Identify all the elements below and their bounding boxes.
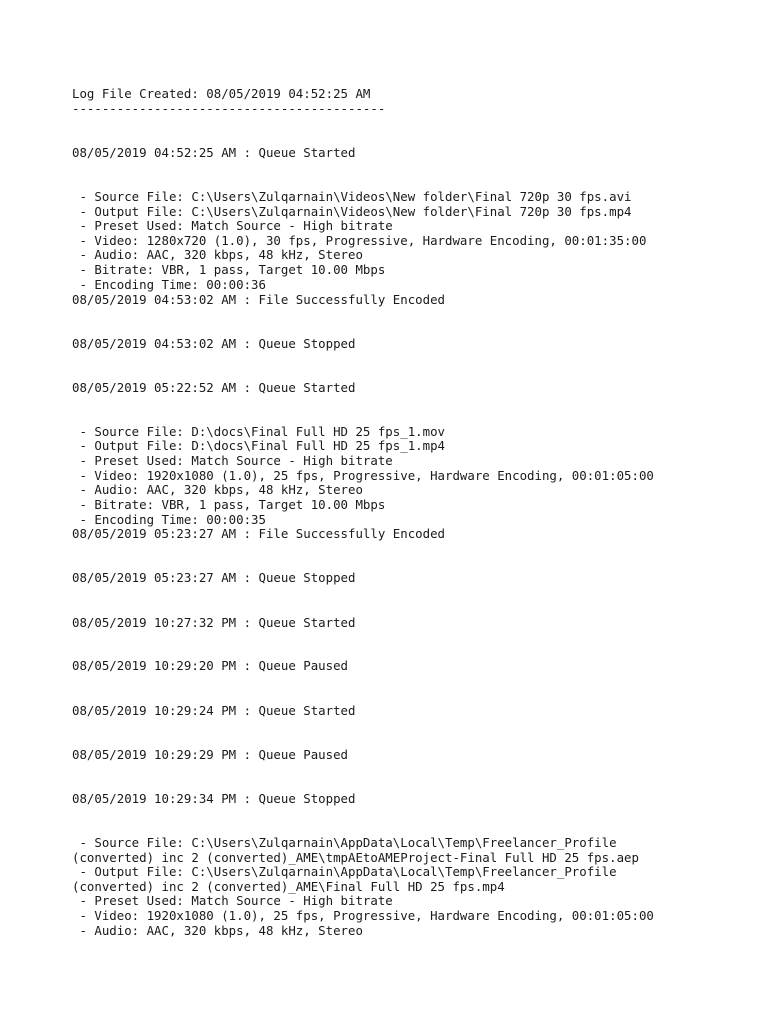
log-line: (converted) inc 2 (converted)_AME\Final Full HD 25 fps.mp4 [72,879,505,894]
log-line: 08/05/2019 04:53:02 AM : Queue Stopped [72,336,356,351]
log-line: 08/05/2019 05:23:27 AM : File Successfully Encoded [72,526,445,541]
log-line: - Encoding Time: 00:00:36 [72,277,266,292]
log-line: 08/05/2019 10:29:34 PM : Queue Stopped [72,791,356,806]
log-line: - Preset Used: Match Source - High bitrate [72,893,393,908]
log-line: - Video: 1280x720 (1.0), 30 fps, Progressive, Hardware Encoding, 00:01:35:00 [72,233,647,248]
log-line: - Preset Used: Match Source - High bitrate [72,453,393,468]
log-line: 08/05/2019 10:29:20 PM : Queue Paused [72,658,349,673]
log-line: 08/05/2019 05:22:52 AM : Queue Started [72,380,356,395]
log-line: - Output File: D:\docs\Final Full HD 25 fps_1.mp4 [72,438,445,453]
log-line: 08/05/2019 04:53:02 AM : File Successfully Encoded [72,292,445,307]
log-line: 08/05/2019 10:29:29 PM : Queue Paused [72,747,349,762]
log-line: - Video: 1920x1080 (1.0), 25 fps, Progressive, Hardware Encoding, 00:01:05:00 [72,468,654,483]
log-line: - Encoding Time: 00:00:35 [72,512,266,527]
log-line: - Bitrate: VBR, 1 pass, Target 10.00 Mbps [72,262,386,277]
log-header: Log File Created: 08/05/2019 04:52:25 AM [72,86,371,101]
log-line: - Audio: AAC, 320 kbps, 48 kHz, Stereo [72,482,363,497]
header-separator: ------------------------------------------ [72,101,386,116]
log-line: - Audio: AAC, 320 kbps, 48 kHz, Stereo [72,247,363,262]
log-line: - Bitrate: VBR, 1 pass, Target 10.00 Mbps [72,497,386,512]
log-line: (converted) inc 2 (converted)_AME\tmpAEtoAMEProject-Final Full HD 25 fps.aep [72,850,639,865]
log-line: 08/05/2019 04:52:25 AM : Queue Started [72,145,356,160]
log-line: - Source File: D:\docs\Final Full HD 25 fps_1.mov [72,424,445,439]
log-line: 08/05/2019 10:27:32 PM : Queue Started [72,615,356,630]
log-line: - Preset Used: Match Source - High bitrate [72,218,393,233]
log-line: - Video: 1920x1080 (1.0), 25 fps, Progressive, Hardware Encoding, 00:01:05:00 [72,908,654,923]
log-line: 08/05/2019 05:23:27 AM : Queue Stopped [72,570,356,585]
log-line: - Source File: C:\Users\Zulqarnain\AppData\Local\Temp\Freelancer_Profile [72,835,617,850]
log-line: - Output File: C:\Users\Zulqarnain\AppData\Local\Temp\Freelancer_Profile [72,864,617,879]
log-line: - Source File: C:\Users\Zulqarnain\Videos\New folder\Final 720p 30 fps.avi [72,189,632,204]
log-line: - Output File: C:\Users\Zulqarnain\Videos\New folder\Final 720p 30 fps.mp4 [72,204,632,219]
log-line: 08/05/2019 10:29:24 PM : Queue Started [72,703,356,718]
log-line: - Audio: AAC, 320 kbps, 48 kHz, Stereo [72,923,363,938]
